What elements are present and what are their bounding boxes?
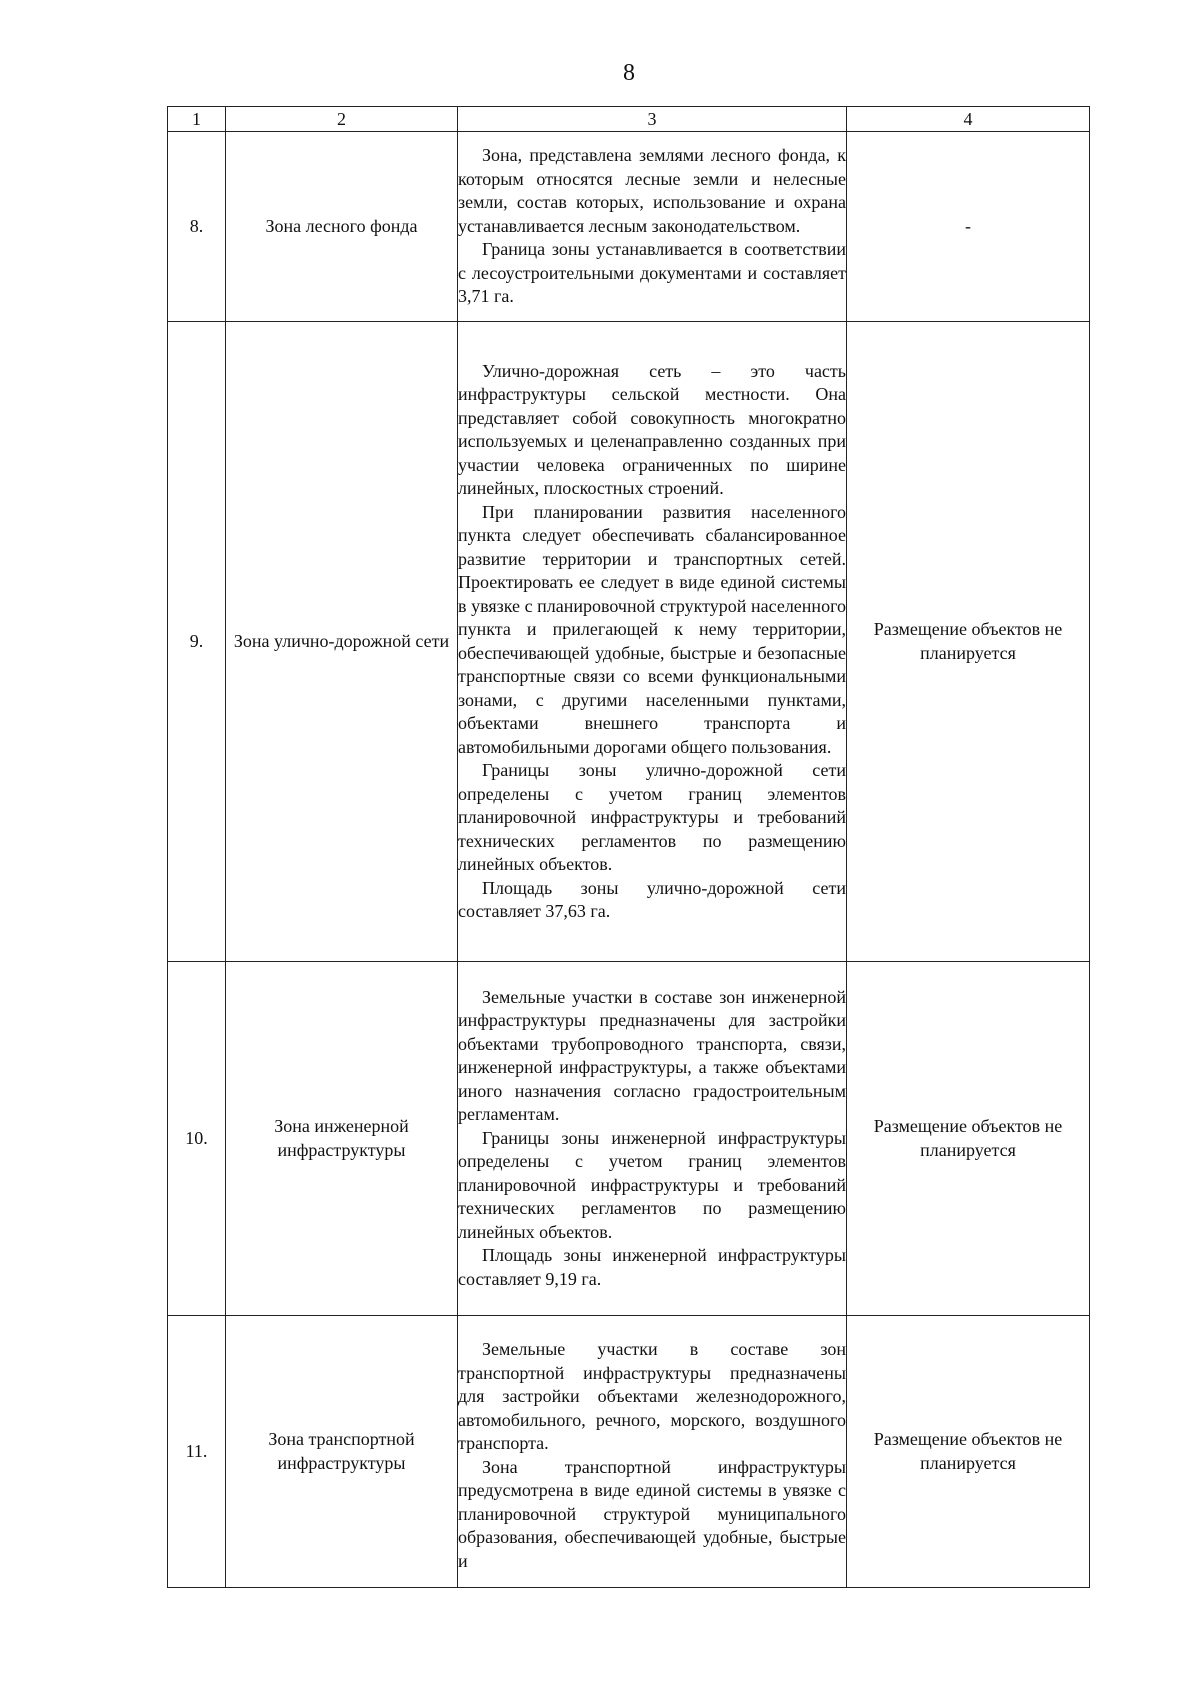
description-paragraph: Границы зоны инженерной инфраструктуры определены с учетом границ элементов планировочной инфраструктуры и требований технических регламентов по размещению линейных объектов. bbox=[458, 1127, 846, 1242]
description-paragraph: Границы зоны улично-дорожной сети определены с учетом границ элементов планировочной инфраструктуры и требований технических регламентов по размещению линейных объектов. bbox=[458, 760, 846, 874]
table-row bbox=[168, 322, 1090, 962]
description-paragraph: При планировании развития населенного пункта следует обеспечивать сбалансированное развитие территории и транспортных сетей. Проектировать ее следует в виде единой системы в увязке с планировочной структурой населенного пункта и прилегающей к нему территории, обеспечивающей удобные, быстрые и безопасные транспортные связи со всеми функциональными зонами, с другими населенными пунктами, объектами внешнего транспорта и автомобильными дорогами общего пользования. bbox=[458, 501, 846, 757]
description-paragraph: Улично-дорожная сеть – это часть инфраструктуры сельской местности. Она представляет собой совокупность многократно используемых и целенаправленно созданных при участии человека ограниченных по ширине линейных, плоскостных строений. bbox=[458, 360, 846, 498]
zone-note: - bbox=[847, 132, 1090, 322]
description-paragraph: Площадь зоны инженерной инфраструктуры составляет 9,19 га. bbox=[458, 1245, 846, 1289]
row-number: 10. bbox=[168, 962, 226, 1316]
zone-name: Зона транспортной инфраструктуры bbox=[226, 1316, 458, 1588]
table-row bbox=[168, 132, 1090, 322]
description-paragraph: Зона транспортной инфраструктуры предусмотрена в виде единой системы в увязке с планировочной структурой муниципального образования, обеспечивающей удобные, быстрые и bbox=[458, 1456, 846, 1571]
zone-description bbox=[458, 132, 847, 322]
row-number: 9. bbox=[168, 322, 226, 962]
zone-note: Размещение объектов не планируется bbox=[847, 962, 1090, 1316]
description-paragraph: Земельные участки в составе зон инженерной инфраструктуры предназначены для застройки объектами трубопроводного транспорта, связи, инженерной инфраструктуры, а также объектами иного назначения согласно градостроительным регламентам. bbox=[458, 986, 846, 1125]
header-col-1: 1 bbox=[168, 107, 226, 132]
description-paragraph: Площадь зоны улично-дорожной сети составляет 37,63 га. bbox=[458, 877, 846, 921]
table-header-row bbox=[168, 107, 1090, 132]
zone-description bbox=[458, 1316, 847, 1588]
row-number: 11. bbox=[168, 1316, 226, 1588]
description-paragraph: Зона, представлена землями лесного фонда, к которым относятся лесные земли и нелесные земли, состав которых, использование и охрана устанавливается лесным законодательством. bbox=[458, 145, 846, 236]
header-col-4: 4 bbox=[847, 107, 1090, 132]
table-row bbox=[168, 1316, 1090, 1588]
zone-name: Зона лесного фонда bbox=[226, 132, 458, 322]
header-col-3: 3 bbox=[458, 107, 847, 132]
row-number: 8. bbox=[168, 132, 226, 322]
zone-description bbox=[458, 962, 847, 1316]
page-number: 8 bbox=[623, 60, 635, 86]
description-paragraph: Земельные участки в составе зон транспортной инфраструктуры предназначены для застройки объектами железнодорожного, автомобильного, речного, морского, воздушного транспорта. bbox=[458, 1339, 846, 1453]
description-paragraph: Граница зоны устанавливается в соответствии с лесоустроительными документами и составляет 3,71 га. bbox=[458, 239, 846, 307]
zone-note: Размещение объектов не планируется bbox=[847, 322, 1090, 962]
zone-description bbox=[458, 322, 847, 962]
zones-table bbox=[167, 106, 1090, 1588]
table-row bbox=[168, 962, 1090, 1316]
zone-note: Размещение объектов не планируется bbox=[847, 1316, 1090, 1588]
header-col-2: 2 bbox=[226, 107, 458, 132]
zone-name: Зона инженерной инфраструктуры bbox=[226, 962, 458, 1316]
zone-name: Зона улично-дорожной сети bbox=[226, 322, 458, 962]
